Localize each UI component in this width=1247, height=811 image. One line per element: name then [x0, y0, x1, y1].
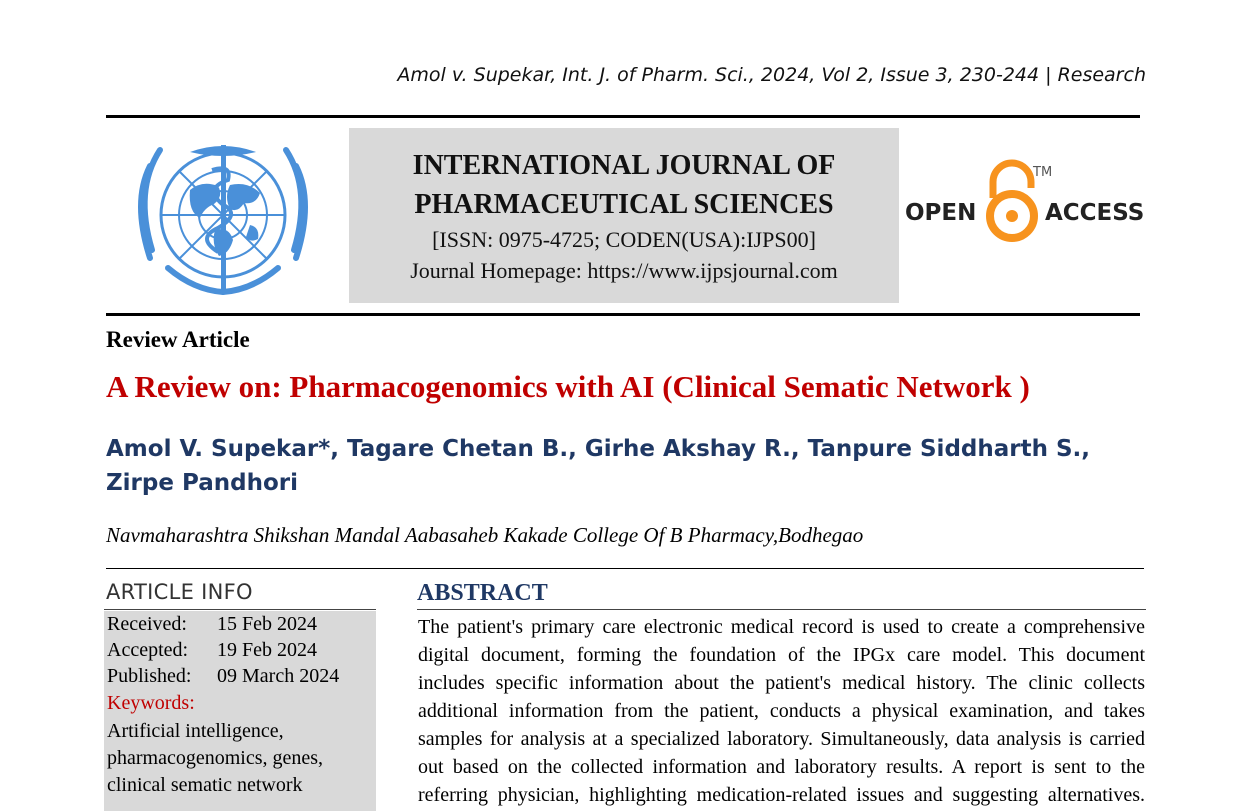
open-access-right-text: ACCESS: [1045, 200, 1145, 226]
header-rule-bottom: [106, 313, 1140, 316]
journal-masthead-box: [349, 128, 899, 303]
running-header: Amol v. Supekar, Int. J. of Pharm. Sci., 2024, Vol 2, Issue 3, 230-244 | Research: [397, 64, 1146, 86]
accepted-label: Accepted:: [107, 639, 189, 661]
journal-homepage: Journal Homepage: https://www.ijpsjournal.com: [410, 258, 838, 283]
received-date: 15 Feb 2024: [217, 613, 317, 635]
abstract-line: The patient's primary care electronic medical record is used to create a comprehensive: [418, 616, 1145, 638]
open-access-left-text: OPEN: [905, 200, 977, 226]
header-rule-top: [106, 115, 1140, 118]
article-info-rule: [104, 609, 376, 610]
author-list: Amol V. Supekar*, Tagare Chetan B., Girhe Akshay R., Tanpure Siddharth S., Zirpe Pandhori: [106, 436, 1091, 496]
journal-title-line2: PHARMACEUTICAL SCIENCES: [414, 189, 834, 220]
affiliation-rule: [106, 568, 1144, 569]
keywords-list: Artificial intelligence, pharmacogenomics, genes, clinical sematic network: [107, 720, 324, 796]
published-row: [107, 665, 339, 688]
abstract-heading: ABSTRACT: [417, 580, 548, 606]
published-label: Published:: [107, 665, 192, 687]
accepted-date: 19 Feb 2024: [217, 639, 317, 661]
open-access-logo: [905, 158, 1145, 250]
accepted-row: [107, 639, 317, 662]
abstract-line: digital document, forming the foundation of the IPGx care model. This document: [418, 644, 1145, 666]
abstract-line: out based on the collected information and laboratory results. A report is sent to the: [418, 756, 1145, 778]
received-label: Received:: [107, 613, 187, 635]
received-row: [107, 613, 317, 636]
journal-title-line1: INTERNATIONAL JOURNAL OF: [412, 150, 836, 181]
article-info-heading: ARTICLE INFO: [106, 580, 253, 604]
abstract-body: [418, 613, 1145, 809]
abstract-line: referring physician, highlighting medication-related issues and suggesting alternatives.: [418, 784, 1145, 806]
journal-title: [349, 146, 899, 224]
abstract-line: includes specific information about the patient's medical history. The clinic collects: [418, 672, 1145, 694]
abstract-line: additional information from the patient, conducts a physical examination, and takes: [418, 700, 1145, 722]
journal-emblem-logo: [120, 130, 326, 306]
article-type: Review Article: [106, 327, 250, 352]
trademark-mark: TM: [1033, 165, 1053, 180]
published-date: 09 March 2024: [217, 665, 340, 687]
keywords-label: Keywords:: [107, 692, 195, 714]
affiliation: Navmaharashtra Shikshan Mandal Aabasaheb Kakade College Of B Pharmacy,Bodhegao: [106, 523, 864, 547]
abstract-line: samples for analysis at a specialized laboratory. Simultaneously, data analysis is carried: [418, 728, 1145, 750]
journal-issn: [ISSN: 0975-4725; CODEN(USA):IJPS00]: [432, 227, 816, 252]
paper-title: A Review on: Pharmacogenomics with AI (Clinical Sematic Network ): [106, 369, 1030, 404]
abstract-rule: [417, 609, 1146, 610]
